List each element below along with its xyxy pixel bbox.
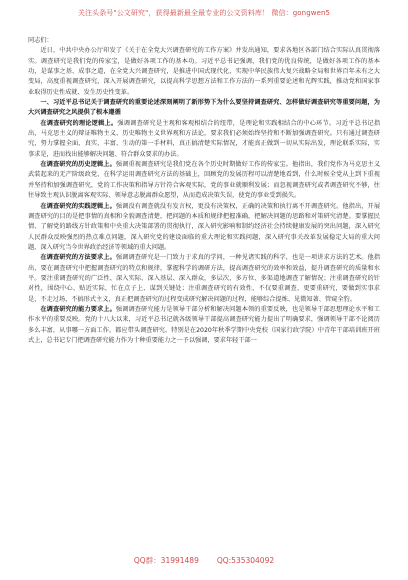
body-paragraph (28, 119, 380, 160)
top-banner (0, 0, 408, 26)
paragraph-lead: 在调查研究的能力要求上。 (40, 305, 116, 313)
paragraph-text: 强调调查研究是主观和客观相结合的纽带，是理论和实践相结合的中心环节。习近平总书记指出，马克思主义的辩证唯物主义、历史唯物主义世界观和方法论，要求我们必须始终坚持和不断加强调查研究。只有通过调查研究，努力掌握全面、真实、丰富、生动的第一手材料，真正搞清楚实际情况，才能真正做到一切从实际出发，理论联系实际，实事求是，进而找出能够解决问题、符合群众要求的办法。 (28, 119, 381, 158)
banner-text: 关注头条号"公文研究"，获得最新最全最专业的公文资料库！ 微信：gongwen5 (77, 9, 331, 17)
footer-qq: QQ:535304092 (216, 555, 275, 565)
body-paragraph (28, 253, 380, 305)
footer (0, 548, 408, 572)
paragraph-text: 一、习近平总书记关于调查研究的重要论述深刻阐明了新形势下为什么要坚持调查研究、怎样做好调查研究等重要问题，为大兴调查研究之风提供了根本遵循 (28, 99, 380, 117)
paragraph-lead: 在调查研究的理论逻辑上。 (40, 119, 118, 127)
paragraph-text: 强调重视调查研究是我们党在各个历史时期做好工作的传家宝。他指出，我们党作为马克思主义武装起来的无产阶级政党，在科学运用调查研究方法的基础上，回顾党的发展历程可以清楚地看到，什么时候全党从上到下重视并坚持和加强调查研究，党的工作决策和指导方针符合客观实际，党的事业就顺利发展；而忽视调查研究或者调查研究不够，往往导致主观认识脱离客观实际、领导意志脱离群众愿望，从而造成决策失误，使党的事业受到损失。 (28, 161, 381, 200)
footer-qq-group: QQ群：31991489 (133, 555, 199, 565)
body-paragraph (28, 46, 380, 98)
paragraph-text: 强调调查研究是一门致力于求真的学问，一种见诸实践的科学，也是一项讲求方法的艺术。他指出，要在调查研究中把握调查研究的特点和规律，掌握科学的调研方法，提高调查研究的效率和效益，提升调查研究的质量和水平。要注重调查研究的广泛性、深入实际、深入基层、深入群众，多层次、多方位、多渠道地调查了解情况；注重调查研究的针对性，围绕中心、贴近实际，忙在点子上、谋到关键处；注重调查研究的有效性，不仅要重调查，更要重研究，要做到实事求是，不走过场，不搞形式主义，真正把调查研究的过程变成研究解决问题的过程，能够综合提炼、见微知著、管窥全豹。 (28, 254, 381, 303)
body-paragraph (28, 202, 380, 254)
paragraph-lead: 在调查研究的方法要求上。 (40, 254, 116, 262)
document-body (28, 36, 380, 346)
paragraph-lead: 在调查研究的实践逻辑上。 (40, 202, 116, 210)
body-paragraph (28, 160, 380, 201)
paragraph-text: 强调没有调查就没有发言权，更没有决策权，正确的决策和执行离不开调查研究。他指出，开展调查研究的目的是把事情的真相和全貌调查清楚，把问题的本质和规律把握准确，把解决问题的思路和对策研究清楚。要掌握民情、了解党的路线方针政策和中央重大决策部署的贯彻执行，深入研究影响和制约经济社会持续健康发展的突出问题，深入研究人民群众反映强烈的热点难点问题，深入研究党的建设面临的重大理论和实践问题，深入研究事关改革发展稳定大局的重大问题，深入研究当今世界政治经济等领域的重大问题。 (28, 202, 381, 251)
body-paragraph (28, 305, 380, 346)
section-heading (28, 98, 380, 119)
salutation: 同志们： (28, 37, 53, 44)
paragraph-lead: 在调查研究的历史逻辑上。 (40, 161, 116, 169)
paragraph-text: 近日，中共中央办公厅印发了《关于在全党大兴调查研究的工作方案》并发出通知，要求各地区各部门结合实际认真贯彻落实。调查研究是我们党的传家宝，是做好各项工作的基本功。习近平总书记强调，我们党的优良传统，是做好各项工作的基本功，是谋事之基、成事之道，在全党大兴调查研究，是推进中国式现代化、实现中华民族伟大复兴战略全局和世界百年未有之大变局，高度重视调查研究，深入开展调查研究，以提高科学思想方法和工作方法的一系列重要论述和光辉实践，推动党和国家事业取得历史性成就、发生历史性变革。 (28, 47, 380, 96)
paragraph-text: 强调调查研究能力是领导干部分析和解决问题本领的重要反映，也是领导干部思想理论水平和工作水平的重要反映。党的十八大以来，习近平总书记就各级领导干部提高调查研究能力提出了明确要求，强调领导干部不论阅历多么丰富，从事哪一方面工作，都应带头调查研究。特别是在2020年秋季学期中央党校（国家行政学院）中青年干部培训班开班式上，总书记专门把调查研究能力作为十种重要能力之一予以强调，要求年轻干部一 (28, 305, 381, 344)
